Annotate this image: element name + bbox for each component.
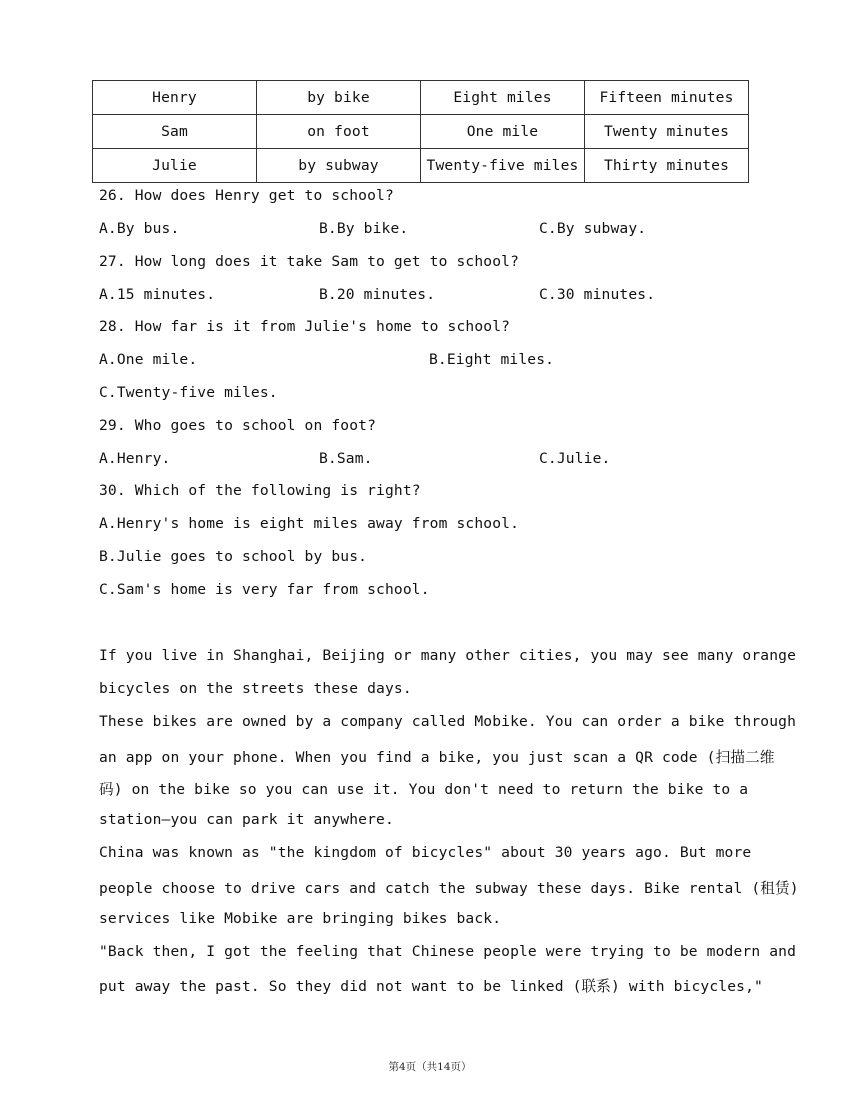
- table-cell: Thirty minutes: [585, 149, 749, 183]
- table-cell: Twenty minutes: [585, 115, 749, 149]
- passage-line: an app on your phone. When you find a bike, you just scan a QR code (扫描二维: [99, 749, 775, 766]
- table-cell: Henry: [93, 81, 257, 115]
- option-30-b: B.Julie goes to school by bus.: [99, 548, 368, 565]
- table-row: [93, 81, 749, 115]
- option-30-a: A.Henry's home is eight miles away from school.: [99, 515, 520, 532]
- passage-line: put away the past. So they did not want to be linked (联系) with bicycles,": [99, 978, 763, 995]
- option-29-a: A.Henry.: [99, 450, 171, 467]
- passage-line: "Back then, I got the feeling that Chinese people were trying to be modern and: [99, 943, 797, 960]
- option-28-c: C.Twenty-five miles.: [99, 384, 278, 401]
- passage-line: These bikes are owned by a company called Mobike. You can order a bike through: [99, 713, 797, 730]
- passage-line: China was known as "the kingdom of bicycles" about 30 years ago. But more: [99, 844, 752, 861]
- passage-line: If you live in Shanghai, Beijing or many other cities, you may see many orange: [99, 647, 797, 664]
- option-28-b: B.Eight miles.: [429, 351, 555, 368]
- option-29-b: B.Sam.: [319, 450, 373, 467]
- table-cell: Eight miles: [421, 81, 585, 115]
- table-cell: by bike: [257, 81, 421, 115]
- option-29-c: C.Julie.: [539, 450, 611, 467]
- table-cell: by subway: [257, 149, 421, 183]
- option-30-c: C.Sam's home is very far from school.: [99, 581, 430, 598]
- table-cell: Fifteen minutes: [585, 81, 749, 115]
- table-cell: One mile: [421, 115, 585, 149]
- passage-line: 码) on the bike so you can use it. You don't need to return the bike to a: [99, 781, 749, 798]
- table-cell: Twenty-five miles: [421, 149, 585, 183]
- passage-line: bicycles on the streets these days.: [99, 680, 412, 697]
- table-cell: Julie: [93, 149, 257, 183]
- option-27-b: B.20 minutes.: [319, 286, 436, 303]
- option-26-c: C.By subway.: [539, 220, 647, 237]
- passage-line: station—you can park it anywhere.: [99, 811, 394, 828]
- passage-line: services like Mobike are bringing bikes back.: [99, 910, 502, 927]
- info-table: [92, 80, 749, 183]
- option-27-a: A.15 minutes.: [99, 286, 216, 303]
- option-27-c: C.30 minutes.: [539, 286, 656, 303]
- table-cell: Sam: [93, 115, 257, 149]
- question-27: 27. How long does it take Sam to get to school?: [99, 253, 520, 270]
- option-26-b: B.By bike.: [319, 220, 409, 237]
- option-28-a: A.One mile.: [99, 351, 198, 368]
- table-row: [93, 149, 749, 183]
- question-26: 26. How does Henry get to school?: [99, 187, 394, 204]
- table-cell: on foot: [257, 115, 421, 149]
- question-29: 29. Who goes to school on foot?: [99, 417, 377, 434]
- question-30: 30. Which of the following is right?: [99, 482, 421, 499]
- question-28: 28. How far is it from Julie's home to school?: [99, 318, 511, 335]
- option-26-a: A.By bus.: [99, 220, 180, 237]
- table-row: [93, 115, 749, 149]
- page-footer: 第4页（共14页）: [388, 1061, 472, 1073]
- passage-line: people choose to drive cars and catch the subway these days. Bike rental (租赁): [99, 880, 799, 897]
